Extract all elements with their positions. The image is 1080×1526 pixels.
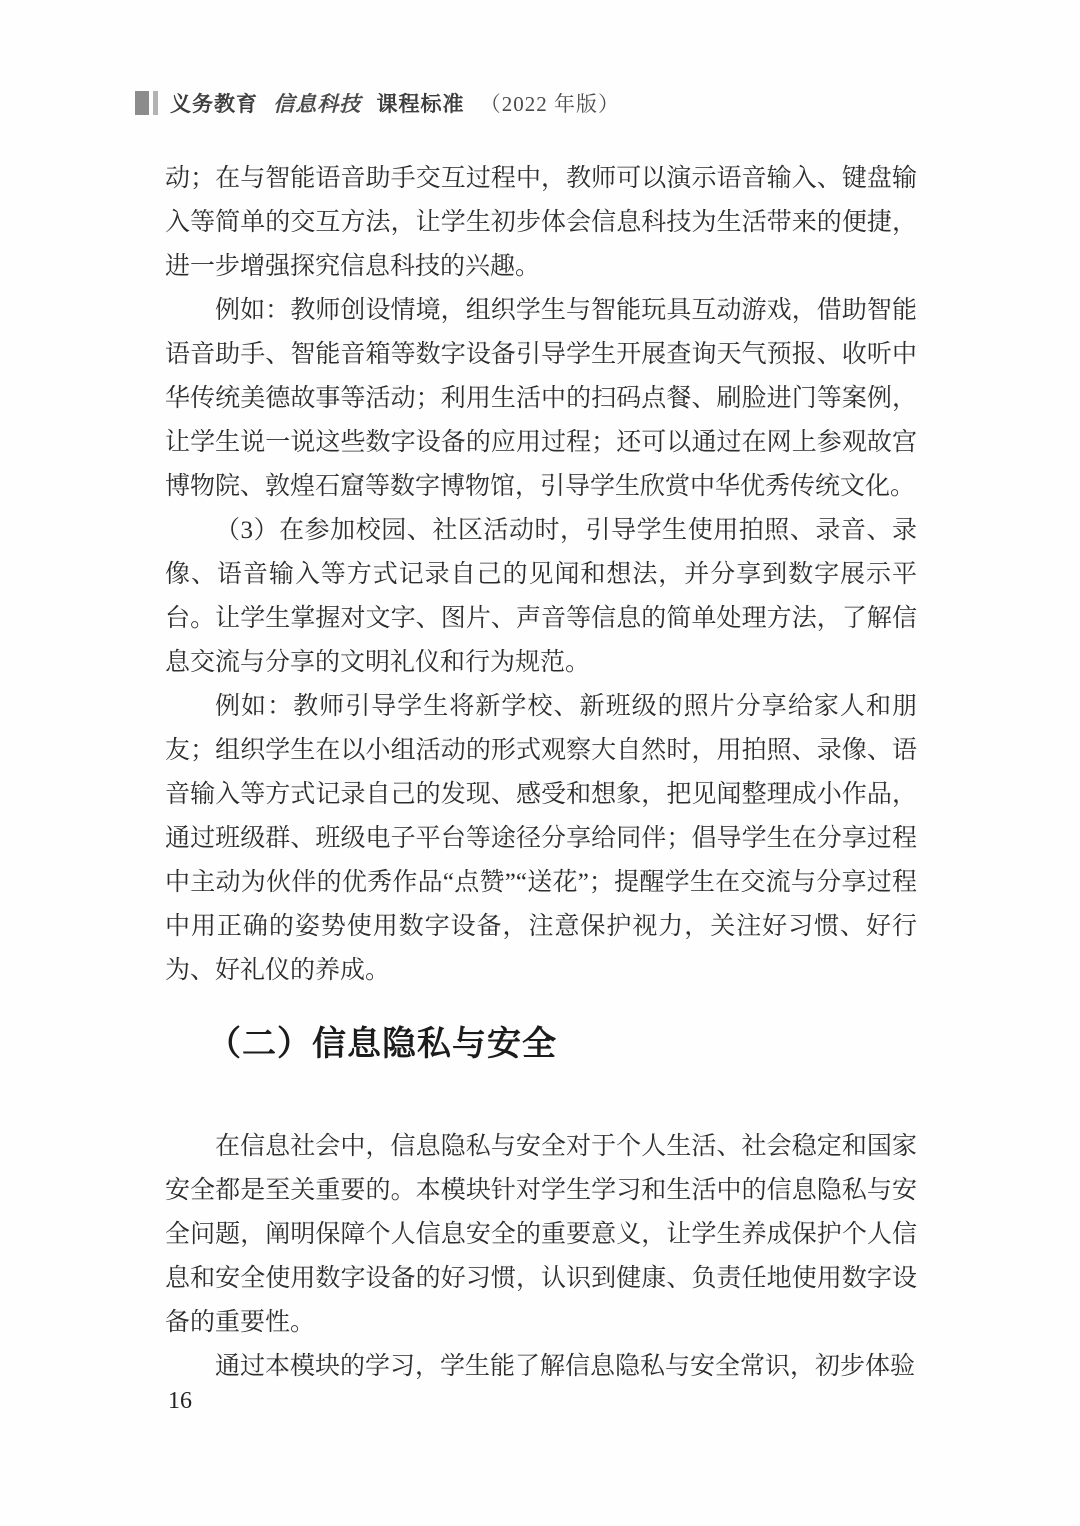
section-heading: （二）信息隐私与安全	[207, 1026, 557, 1063]
running-header	[135, 90, 629, 116]
paragraph-item-3: （3）在参加校园、社区活动时，引导学生使用拍照、录音、录像、语音输入等方式记录自己的见闻和想法，并分享到数字展示平台。让学生掌握对文字、图片、声音等信息的简单处理方法，了解信息交流与分享的文明礼仪和行为规范。	[165, 517, 917, 676]
paragraph-module-learning: 通过本模块的学习，学生能了解信息隐私与安全常识，初步体验	[215, 1353, 916, 1380]
header-subject-label: 信息科技	[273, 92, 362, 116]
paragraph-continuation: 动；在与智能语音助手交互过程中，教师可以演示语音输入、键盘输入等简单的交互方法，让学生初步体会信息科技为生活带来的便捷，进一步增强探究信息科技的兴趣。	[165, 165, 917, 280]
header-bar-icon	[135, 91, 149, 115]
header-series-label: 义务教育	[170, 92, 258, 116]
header-doc-type-label: 课程标准	[376, 92, 465, 116]
paragraph-privacy-intro: 在信息社会中，信息隐私与安全对于个人生活、社会稳定和国家安全都是至关重要的。本模块针对学生学习和生活中的信息隐私与安全问题，阐明保障个人信息安全的重要意义，让学生养成保护个人信息和安全使用数字设备的好习惯，认识到健康、负责任地使用数字设备的重要性。	[165, 1133, 917, 1336]
header-edition-label: （2022 年版）	[479, 92, 620, 116]
page-number: 16	[168, 1388, 192, 1414]
paragraph-example-1: 例如：教师创设情境，组织学生与智能玩具互动游戏，借助智能语音助手、智能音箱等数字设备引导学生开展查询天气预报、收听中华传统美德故事等活动；利用生活中的扫码点餐、刷脸进门等案例，让学生说一说这些数字设备的应用过程；还可以通过在网上参观故宫博物院、敦煌石窟等数字博物馆，引导学生欣赏中华优秀传统文化。	[165, 297, 917, 500]
header-bar-thin-icon	[153, 91, 158, 115]
paragraph-example-2: 例如：教师引导学生将新学校、新班级的照片分享给家人和朋友；组织学生在以小组活动的形式观察大自然时，用拍照、录像、语音输入等方式记录自己的发现、感受和想象，把见闻整理成小作品，通过班级群、班级电子平台等途径分享给同伴；倡导学生在分享过程中主动为伙伴的优秀作品“点赞”“送花”；提醒学生在交流与分享过程中用正确的姿势使用数字设备，注意保护视力，关注好习惯、好行为、好礼仪的养成。	[165, 693, 917, 984]
page-body-text	[165, 157, 917, 1389]
running-header-text	[170, 88, 629, 118]
